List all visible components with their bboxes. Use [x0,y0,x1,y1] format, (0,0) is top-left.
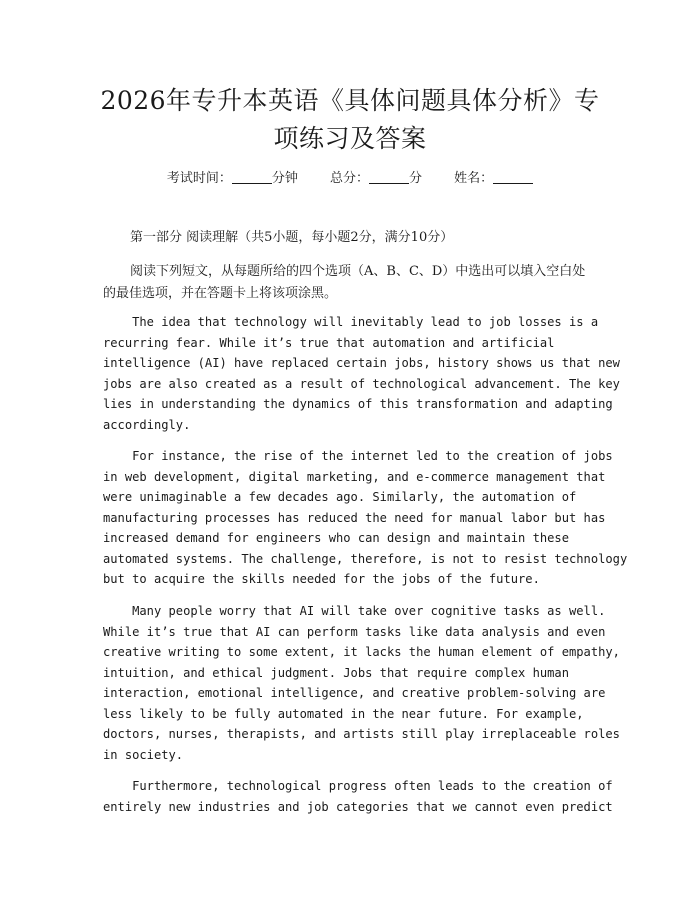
instructions: 阅读下列短文，从每题所给的四个选项（A、B、C、D）中选出可以填入空白处的最佳选项，并在答题卡上将该项涂黑。 [103,264,586,301]
exam-time-label: 考试时间： [166,171,232,186]
exam-score [330,171,426,186]
student-name-label: 姓名： [454,171,494,186]
student-name [454,171,533,186]
exam-time [167,171,302,186]
reading-paragraph-1: The idea that technology will inevitably lead to job losses is a recurring fear. While it’s true that automation and artificial intelligence (AI) have replaced certain jobs, history shows us that new jobs are also created as a result of technological advancement. The key lies in understanding the dynamics of this transformation and adapting accordingly. [103,315,620,432]
exam-score-unit: 分 [409,171,423,186]
exam-meta [0,169,700,188]
title-line-2: 项练习及答案 [273,124,427,153]
title-line-1: 2026年专升本英语《具体问题具体分析》专 [100,86,600,115]
exam-time-unit: 分钟 [271,171,298,186]
exam-score-blank [369,169,409,184]
reading-paragraph-2: For instance, the rise of the internet led to the creation of jobs in web development, digital marketing, and e-commerce management that were unimaginable a few decades ago. Similarly, the automation of manufacturing processes has reduced the need for manual labor but has increased demand for engineers who can design and maintain these automated systems. The challenge, therefore, is not to resist technology but to acquire the skills needed for the jobs of the future. [103,449,628,586]
student-name-blank [493,169,533,184]
reading-paragraph-4: Furthermore, technological progress often leads to the creation of entirely new industries and job categories that we cannot even predict [103,779,613,814]
reading-paragraph-3: Many people worry that AI will take over cognitive tasks as well. While it’s true that AI can perform tasks like data analysis and even creative writing to some extent, it lacks the human element of empathy, intuition, and ethical judgment. Jobs that require complex human interaction, emotional intelligence, and creative problem-solving are less likely to be fully automated in the near future. For example, doctors, nurses, therapists, and artists still play irreplaceable roles in society. [103,604,620,762]
exam-time-blank [232,169,272,184]
section-heading: 第一部分 阅读理解（共5小题，每小题2分，满分10分） [130,230,454,245]
exam-score-label: 总分： [329,171,369,186]
document-title [80,82,620,158]
